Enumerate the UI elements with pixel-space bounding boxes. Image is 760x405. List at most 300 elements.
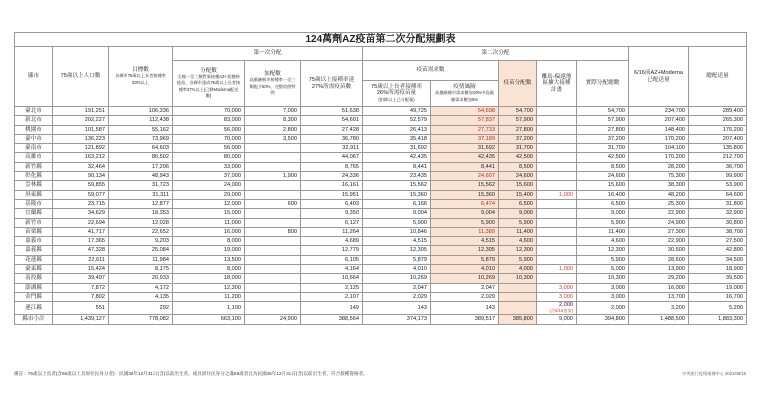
table-row (15, 274, 747, 283)
cell-need-a: 2,029 (363, 292, 431, 301)
cell-actual-total: 5,000 (577, 265, 629, 274)
cell-target: 22,652 (109, 227, 173, 236)
cell-extra (245, 283, 301, 292)
cell-need-b: 4,010 (431, 265, 499, 274)
cell-alloc: 19,000 (173, 246, 245, 255)
cell-total-sent: 36,700 (689, 162, 747, 171)
cell-alloc: 29,000 (173, 190, 245, 199)
cell-need-b: 31,692 (431, 144, 499, 153)
cell-need-b: 5,900 (431, 218, 499, 227)
cell-total-sent: 176,200 (689, 125, 747, 134)
cell-vaccine-alloc: 15,400 (499, 190, 537, 199)
cell-extra (245, 144, 301, 153)
cell-county: 基隆市 (15, 199, 53, 208)
cell-delivered: 30,500 (629, 246, 689, 255)
cell-total-sent: 42,800 (689, 246, 747, 255)
table-row (15, 172, 747, 181)
table-row (15, 302, 747, 315)
cell-alloc: 12,000 (173, 199, 245, 208)
cell-target: 4,135 (109, 292, 173, 301)
cell-target: 12,028 (109, 218, 173, 227)
table-row (15, 144, 747, 153)
cell-island (537, 172, 577, 181)
island-value: 2,000 (559, 301, 573, 308)
header-pop75: 75歲以上人口數 (53, 47, 109, 107)
cell-need-a: 31,692 (363, 144, 431, 153)
cell-need-a: 10,846 (363, 227, 431, 236)
cell-actual-total: 12,300 (577, 246, 629, 255)
cell-island: 9,000 (537, 315, 577, 324)
cell-extra: 800 (245, 227, 301, 236)
table-row (15, 209, 747, 218)
cell-need-a: 35,418 (363, 134, 431, 143)
table-row (15, 125, 747, 134)
cell-need75: 2,107 (301, 292, 363, 301)
cell-actual-total: 3,000 (577, 292, 629, 301)
cell-alloc: 11,200 (173, 292, 245, 301)
cell-actual-total: 4,600 (577, 237, 629, 246)
header-extra: 加配數 高風險縣市接種率一至三類配予50%，完整依照特例 (245, 61, 301, 107)
cell-county: 臺東縣 (15, 265, 53, 274)
cell-need-a: 8,441 (363, 162, 431, 171)
header-alloc: 分配數 全國一至三類對象接種AZ+莫德納疫苗，各縣市達成75歲以上長者接種率27%以上(已移Moderna配送數) (173, 61, 245, 107)
cell-total-sent: 27,500 (689, 237, 747, 246)
cell-island (537, 274, 577, 283)
cell-pop75: 7,802 (53, 292, 109, 301)
cell-actual-total: 3,000 (577, 283, 629, 292)
cell-county: 臺中市 (15, 134, 53, 143)
cell-need75: 6,127 (301, 218, 363, 227)
cell-need-a: 49,725 (363, 107, 431, 116)
cell-need75: 32,911 (301, 144, 363, 153)
cell-need-b: 15,562 (431, 181, 499, 190)
header-island: 離島-偏遠地區擴大接種計畫 (537, 61, 577, 107)
cell-vaccine-alloc: 42,500 (499, 153, 537, 162)
header-need-b: 疫情風險 高風險縣市需求數加10%中高風險需求數加5% (431, 81, 499, 107)
cell-vaccine-alloc: 385,800 (499, 315, 537, 324)
cell-alloc: 1,100 (173, 302, 245, 315)
cell-delivered: 170,200 (629, 134, 689, 143)
cell-vaccine-alloc: 15,600 (499, 181, 537, 190)
cell-delivered: 25,300 (629, 199, 689, 208)
cell-alloc: 8,000 (173, 265, 245, 274)
cell-extra: 1,900 (245, 172, 301, 181)
cell-need75: 16,161 (301, 181, 363, 190)
cell-island (537, 134, 577, 143)
cell-total-sent: 99,900 (689, 172, 747, 181)
cell-target: 20,933 (109, 274, 173, 283)
cell-alloc: 33,000 (173, 162, 245, 171)
cell-vaccine-alloc: 57,900 (499, 116, 537, 125)
cell-target: 31,311 (109, 190, 173, 199)
cell-actual-total: 27,800 (577, 125, 629, 134)
cell-vaccine-alloc: 9,000 (499, 209, 537, 218)
cell-total-sent: 19,000 (689, 283, 747, 292)
cell-need-b: 11,389 (431, 227, 499, 236)
cell-pop75: 34,629 (53, 209, 109, 218)
cell-extra: 2,800 (245, 125, 301, 134)
cell-target: 64,603 (109, 144, 173, 153)
cell-need75: 6,403 (301, 199, 363, 208)
cell-county: 高雄市 (15, 153, 53, 162)
cell-extra (245, 218, 301, 227)
cell-actual-total: 15,600 (577, 181, 629, 190)
cell-target: 31,723 (109, 181, 173, 190)
cell-target: 11,984 (109, 255, 173, 264)
cell-county: 新北市 (15, 116, 53, 125)
cell-total-sent: 53,900 (689, 181, 747, 190)
cell-need-b: 2,047 (431, 283, 499, 292)
cell-vaccine-alloc: 27,800 (499, 125, 537, 134)
cell-pop75: 15,424 (53, 265, 109, 274)
table-row (15, 199, 747, 208)
cell-island (537, 116, 577, 125)
cell-island (537, 246, 577, 255)
cell-actual-total: 2,000 (577, 302, 629, 315)
cell-vaccine-alloc: 24,600 (499, 172, 537, 181)
cell-alloc: 13,500 (173, 255, 245, 264)
cell-need-b: 15,360 (431, 190, 499, 199)
cell-delivered: 38,300 (629, 181, 689, 190)
cell-actual-total: 8,500 (577, 162, 629, 171)
cell-actual-total: 5,900 (577, 218, 629, 227)
cell-actual-total: 24,600 (577, 172, 629, 181)
table-row (15, 292, 747, 301)
cell-alloc: 24,000 (173, 181, 245, 190)
cell-need-a: 26,413 (363, 125, 431, 134)
cell-need-a: 15,562 (363, 181, 431, 190)
cell-delivered: 13,700 (629, 292, 689, 301)
cell-actual-total: 42,500 (577, 153, 629, 162)
cell-actual-total: 11,400 (577, 227, 629, 236)
cell-alloc: 83,000 (173, 116, 245, 125)
cell-actual-total: 394,800 (577, 315, 629, 324)
cell-need75: 24,336 (301, 172, 363, 181)
cell-total-sent: 207,400 (689, 134, 747, 143)
cell-target: 778,082 (109, 315, 173, 324)
cell-total-sent: 212,700 (689, 153, 747, 162)
total-row (15, 315, 747, 324)
cell-county: 彰化縣 (15, 172, 53, 181)
cell-need-a: 4,010 (363, 265, 431, 274)
cell-delivered: 29,200 (629, 274, 689, 283)
cell-extra (245, 209, 301, 218)
cell-island: 3,000 (537, 292, 577, 301)
table-row (15, 116, 747, 125)
header-county: 縣市 (15, 47, 53, 107)
cell-vaccine-alloc: 37,200 (499, 134, 537, 143)
cell-extra (245, 274, 301, 283)
cell-total-sent: 39,500 (689, 274, 747, 283)
cell-county: 新竹市 (15, 218, 53, 227)
cell-actual-total: 16,400 (577, 190, 629, 199)
cell-need-b: 12,305 (431, 246, 499, 255)
cell-target: 12,877 (109, 199, 173, 208)
cell-extra: 8,300 (245, 116, 301, 125)
cell-target: 55,162 (109, 125, 173, 134)
cell-pop75: 59,077 (53, 190, 109, 199)
cell-total-sent: 265,300 (689, 116, 747, 125)
table-row (15, 190, 747, 199)
cell-vaccine-alloc: 4,600 (499, 237, 537, 246)
cell-need75: 4,689 (301, 237, 363, 246)
cell-alloc: 37,000 (173, 172, 245, 181)
table-row (15, 265, 747, 274)
cell-extra (245, 246, 301, 255)
cell-pop75: 39,497 (53, 274, 109, 283)
table-row (15, 255, 747, 264)
cell-county: 連江縣 (15, 302, 53, 315)
cell-extra (245, 255, 301, 264)
cell-need-a: 10,269 (363, 274, 431, 283)
cell-pop75: 163,212 (53, 153, 109, 162)
cell-need-b: 6,474 (431, 199, 499, 208)
cell-target: 18,353 (109, 209, 173, 218)
cell-need-b: 9,004 (431, 209, 499, 218)
cell-vaccine-alloc: 6,500 (499, 199, 537, 208)
cell-need75: 44,067 (301, 153, 363, 162)
cell-total-sent: 34,500 (689, 255, 747, 264)
cell-island (537, 144, 577, 153)
cell-need-a: 2,047 (363, 283, 431, 292)
cell-need75: 15,951 (301, 190, 363, 199)
cell-alloc: 18,000 (173, 274, 245, 283)
cell-need75: 4,164 (301, 265, 363, 274)
cell-need75: 36,780 (301, 134, 363, 143)
cell-total-sent: 64,600 (689, 190, 747, 199)
cell-total-sent: 135,800 (689, 144, 747, 153)
allocation-table (14, 32, 747, 325)
cell-island (537, 107, 577, 116)
cell-island (537, 218, 577, 227)
cell-need-b: 389,517 (431, 315, 499, 324)
cell-pop75: 32,464 (53, 162, 109, 171)
table-row (15, 181, 747, 190)
cell-county: 澎湖縣 (15, 283, 53, 292)
cell-actual-total: 54,700 (577, 107, 629, 116)
cell-extra (245, 153, 301, 162)
footnote: 備註：75歲以上長者(含65歲以上具原住民身分者)：民國35年12月31日(含)以前出生者，或具原住民身分之滿65歲者且為民國45年12月31日(含)以前出生者，符合接種資格者。 (14, 371, 368, 376)
cell-pop75: 551 (53, 302, 109, 315)
cell-pop75: 22,611 (53, 255, 109, 264)
cell-extra (245, 265, 301, 274)
cell-need-a: 52,579 (363, 116, 431, 125)
header-need75: 75歲以上接種率達27%所需疫苗數 (301, 61, 363, 107)
cell-need-a: 6,166 (363, 199, 431, 208)
cell-delivered: 75,300 (629, 172, 689, 181)
cell-target: 292 (109, 302, 173, 315)
cell-pop75: 202,227 (53, 116, 109, 125)
cell-need-a: 5,900 (363, 218, 431, 227)
cell-vaccine-alloc: 12,300 (499, 246, 537, 255)
cell-target: 86,502 (109, 153, 173, 162)
table-row (15, 246, 747, 255)
cell-county: 嘉義縣 (15, 246, 53, 255)
cell-need75: 10,664 (301, 274, 363, 283)
cell-need75: 51,638 (301, 107, 363, 116)
cell-actual-total: 6,500 (577, 199, 629, 208)
table-row (15, 283, 747, 292)
cell-vaccine-alloc: 31,700 (499, 144, 537, 153)
cell-total-sent: 32,900 (689, 209, 747, 218)
cell-need-b: 5,879 (431, 255, 499, 264)
cell-pop75: 41,717 (53, 227, 109, 236)
cell-need-b: 24,607 (431, 172, 499, 181)
header-total-sent: 總配送量 (689, 47, 747, 107)
cell-delivered: 27,300 (629, 227, 689, 236)
header-target: 目標數 各縣市75歲以上長者接種率53%以上 (109, 47, 173, 107)
cell-need75: 8,765 (301, 162, 363, 171)
cell-delivered: 22,900 (629, 209, 689, 218)
cell-need75: 12,779 (301, 246, 363, 255)
cell-need-b: 143 (431, 302, 499, 315)
table-row (15, 162, 747, 171)
cell-total-sent: 289,400 (689, 107, 747, 116)
cell-vaccine-alloc: 4,000 (499, 265, 537, 274)
cell-actual-total: 5,900 (577, 255, 629, 264)
cell-extra (245, 162, 301, 171)
cell-delivered: 170,200 (629, 153, 689, 162)
cell-actual-total: 10,300 (577, 274, 629, 283)
cell-county: 苗栗縣 (15, 227, 53, 236)
table-row (15, 218, 747, 227)
cell-need-a: 42,435 (363, 153, 431, 162)
cell-vaccine-alloc: 10,300 (499, 274, 537, 283)
cell-target: 106,336 (109, 107, 173, 116)
cell-need75: 149 (301, 302, 363, 315)
cell-total-sent: 38,700 (689, 227, 747, 236)
cell-county: 花蓮縣 (15, 255, 53, 264)
cell-target: 48,943 (109, 172, 173, 181)
cell-alloc: 12,300 (173, 283, 245, 292)
cell-alloc: 70,000 (173, 107, 245, 116)
cell-target: 73,969 (109, 134, 173, 143)
cell-island (537, 199, 577, 208)
cell-pop75: 101,587 (53, 125, 109, 134)
cell-total-sent: 30,800 (689, 218, 747, 227)
cell-island (537, 302, 577, 315)
cell-island (537, 227, 577, 236)
cell-delivered: 104,100 (629, 144, 689, 153)
cell-county: 桃園市 (15, 125, 53, 134)
island-note: (含6/16追加) (549, 308, 573, 314)
cell-alloc: 80,000 (173, 153, 245, 162)
cell-vaccine-alloc: 54,700 (499, 107, 537, 116)
cell-vaccine-alloc (499, 283, 537, 292)
cell-delivered: 22,900 (629, 237, 689, 246)
cell-need-a: 12,305 (363, 246, 431, 255)
cell-delivered: 28,200 (629, 162, 689, 171)
cell-county: 嘉義市 (15, 237, 53, 246)
header-need-total: 疫苗需求數 (363, 61, 499, 81)
cell-county: 屏東縣 (15, 190, 53, 199)
cell-vaccine-alloc: 5,900 (499, 255, 537, 264)
cell-target: 4,172 (109, 283, 173, 292)
cell-pop75: 17,365 (53, 237, 109, 246)
cell-pop75: 1,439,127 (53, 315, 109, 324)
cell-total-sent: 1,883,300 (689, 315, 747, 324)
cell-island: 3,000 (537, 283, 577, 292)
cell-county: 臺南市 (15, 144, 53, 153)
cell-county: 新竹縣 (15, 162, 53, 171)
table-row (15, 153, 747, 162)
cell-vaccine-alloc: 11,400 (499, 227, 537, 236)
table-row (15, 107, 747, 116)
cell-alloc: 16,000 (173, 227, 245, 236)
header-actual-total: 實際分配總數 (577, 61, 629, 107)
cell-delivered: 3,200 (629, 302, 689, 315)
cell-delivered: 1,488,500 (629, 315, 689, 324)
cell-island (537, 209, 577, 218)
cell-island (537, 153, 577, 162)
header-second-round: 第二次分配 (363, 47, 629, 61)
cell-target: 8,175 (109, 265, 173, 274)
cell-need-b: 27,733 (431, 125, 499, 134)
cell-extra (245, 302, 301, 315)
cell-alloc: 56,000 (173, 125, 245, 134)
cell-extra: 24,900 (245, 315, 301, 324)
cell-need-b: 4,515 (431, 237, 499, 246)
cell-need-a: 374,173 (363, 315, 431, 324)
cell-island (537, 162, 577, 171)
cell-county: 南投縣 (15, 274, 53, 283)
cell-extra (245, 181, 301, 190)
cell-pop75: 90,134 (53, 172, 109, 181)
cell-pop75: 47,328 (53, 246, 109, 255)
table-row (15, 134, 747, 143)
cell-delivered: 207,400 (629, 116, 689, 125)
cell-pop75: 59,855 (53, 181, 109, 190)
cell-county: 宜蘭縣 (15, 209, 53, 218)
cell-delivered: 28,600 (629, 255, 689, 264)
cell-county: 臺北市 (15, 107, 53, 116)
cell-total-sent: 18,900 (689, 265, 747, 274)
cell-alloc: 70,000 (173, 134, 245, 143)
cell-alloc: 663,100 (173, 315, 245, 324)
cell-extra (245, 292, 301, 301)
table-row (15, 227, 747, 236)
cell-island (537, 181, 577, 190)
header-vaccine-alloc: 疫苗分配數 (499, 61, 537, 107)
cell-need-b: 10,269 (431, 274, 499, 283)
cell-island (537, 125, 577, 134)
allocation-table-wrapper (14, 32, 746, 325)
cell-delivered: 48,200 (629, 190, 689, 199)
table-title: 124萬劑AZ疫苗第二次分配規劃表 (15, 33, 747, 47)
cell-island (537, 255, 577, 264)
cell-delivered: 24,900 (629, 218, 689, 227)
cell-pop75: 121,892 (53, 144, 109, 153)
header-delivered: 6/16前AZ+Moderna已配送量 (629, 47, 689, 107)
cell-need-a: 143 (363, 302, 431, 315)
cell-need-b: 37,189 (431, 134, 499, 143)
cell-target: 17,206 (109, 162, 173, 171)
cell-need-b: 57,837 (431, 116, 499, 125)
cell-alloc: 11,000 (173, 218, 245, 227)
cell-need-a: 4,515 (363, 237, 431, 246)
cell-county: 雲林縣 (15, 181, 53, 190)
cell-target: 25,084 (109, 246, 173, 255)
cell-extra: 3,500 (245, 134, 301, 143)
cell-pop75: 23,715 (53, 199, 109, 208)
cell-island: 1,000 (537, 265, 577, 274)
cell-island (537, 237, 577, 246)
cell-need75: 11,264 (301, 227, 363, 236)
cell-delivered: 234,700 (629, 107, 689, 116)
cell-vaccine-alloc (499, 292, 537, 301)
cell-need-b: 8,441 (431, 162, 499, 171)
cell-need75: 27,428 (301, 125, 363, 134)
